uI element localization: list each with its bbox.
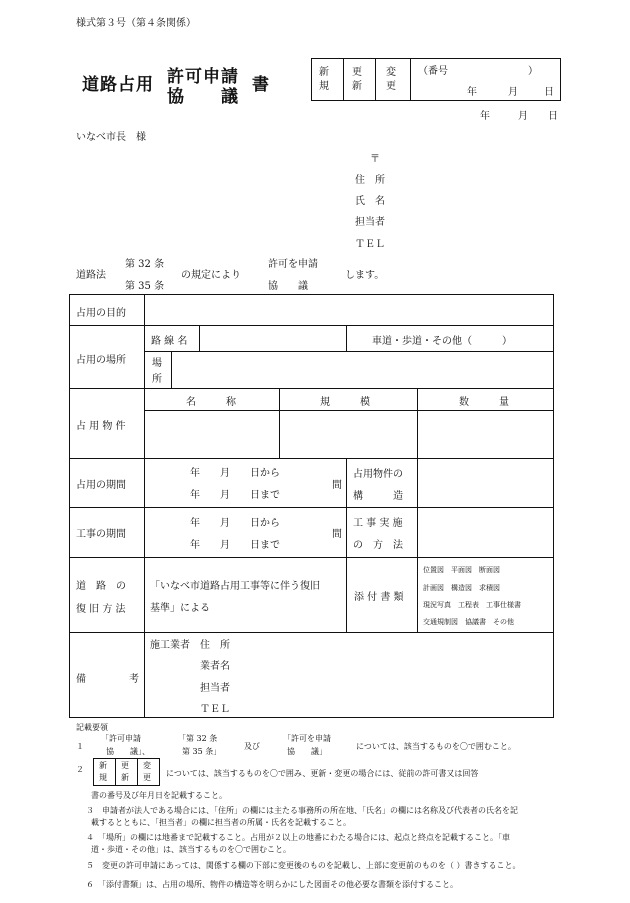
note1-b1: 「第 32 条 xyxy=(178,734,218,743)
attach-line-1[interactable]: 位置図 平面図 断面図 xyxy=(423,566,500,574)
note1-c1: 「許可を申請 xyxy=(283,734,331,743)
tel-label: ＴＥＬ xyxy=(355,239,385,250)
restore-text-1: 「いなべ市道路占用工事等に伴う復旧 xyxy=(150,581,320,592)
place-label: 占用の場所 xyxy=(76,355,126,366)
object-label: 占 用 物 件 xyxy=(76,421,126,432)
person-label: 担当者 xyxy=(355,217,385,228)
location-label: 場 所 xyxy=(152,358,162,385)
note2-renew: 更 新 xyxy=(121,761,129,782)
article-32: 第 32 条 xyxy=(125,259,165,270)
attach-label: 添 付 書 類 xyxy=(354,592,404,603)
work-to: 年 月 日まで xyxy=(190,540,280,551)
restore-label-1: 道 路 の xyxy=(76,581,126,592)
note2-text-1: については、該当するものを〇で囲み、更新・変更の場合には、従前の許可書又は回答 xyxy=(166,769,479,778)
contractor-tel: ＴＥＬ xyxy=(200,704,230,715)
note1-a2: 協 議」、 xyxy=(106,747,150,756)
col-scale: 規 模 xyxy=(320,397,370,408)
attach-line-3[interactable]: 現況写真 工程表 工事仕様書 xyxy=(423,601,521,609)
statement-lower: 協 議 xyxy=(268,281,308,292)
attach-line-4[interactable]: 交通規制図 協議書 その他 xyxy=(423,618,514,626)
title-main: 道路占用 xyxy=(82,75,154,95)
remarks-label-2: 考 xyxy=(129,674,139,685)
contractor-label: 施工業者 住 所 xyxy=(150,640,230,651)
inner-day: 日 xyxy=(544,87,554,98)
note3-line-1: ３ 申請者が法人である場合には、「住所」の欄には主たる事務所の所在地、「氏名」の欄には名称及び代表者の氏名を記 xyxy=(86,806,518,815)
contractor-person: 担当者 xyxy=(200,683,230,694)
structure-label-2: 構 造 xyxy=(353,491,403,502)
application-table xyxy=(69,294,554,718)
period-interval: 間 xyxy=(332,480,342,491)
postal-mark: 〒 xyxy=(370,154,380,165)
note1-a1: 「許可申請 xyxy=(101,734,141,743)
article-35: 第 35 条 xyxy=(125,281,165,292)
restore-label-2: 復 旧 方 法 xyxy=(76,604,126,615)
type-renew[interactable]: 更 新 xyxy=(352,67,362,92)
method-label-1: 工 事 実 施 xyxy=(353,518,403,529)
structure-label-1: 占用物件の xyxy=(353,469,403,480)
company-label: 業者名 xyxy=(200,661,230,672)
method-label-2: の 方 法 xyxy=(353,540,403,551)
note2-new: 新 規 xyxy=(99,761,107,782)
address-label: 住 所 xyxy=(355,175,385,186)
statement-end: します。 xyxy=(345,270,385,281)
type-new[interactable]: 新 規 xyxy=(319,67,329,92)
note4-line-1: ４ 「場所」の欄には地番まで記載すること。占用が２以上の地番にわたる場合には、起点と終点を記載すること。「車 xyxy=(86,833,510,842)
law-label: 道路法 xyxy=(76,270,106,281)
notes-heading: 記載要領 xyxy=(76,723,108,732)
work-label: 工事の期間 xyxy=(76,529,126,540)
route-label: 路 線 名 xyxy=(151,336,188,347)
note3-line-2: 載するとともに、「担当者」の欄に担当者の所属・氏名を記載すること。 xyxy=(91,818,351,827)
note2-num: ２ xyxy=(76,765,84,774)
number-label: （番号 xyxy=(418,66,448,77)
purpose-label: 占用の目的 xyxy=(76,308,126,319)
addressee: いなべ市長 様 xyxy=(76,132,146,143)
col-qty: 数 量 xyxy=(459,397,509,408)
restore-text-2: 基準」による xyxy=(150,603,210,614)
road-type[interactable]: 車道・歩道・その他（ ） xyxy=(372,336,512,347)
note2-change: 変 更 xyxy=(143,761,151,782)
period-from: 年 月 日から xyxy=(190,468,280,479)
title-upper: 許可申請 xyxy=(167,67,239,87)
note5: ５ 変更の許可申請にあっては、関係する欄の下部に変更後のものを記載し、上部に変更前のものを（ ）書きすること。 xyxy=(86,861,521,870)
date-year: 年 xyxy=(480,111,490,122)
provision-text: の規定により xyxy=(181,270,241,281)
period-to: 年 月 日まで xyxy=(190,490,280,501)
note6: ６ 「添付書類」は、占用の場所、物件の構造等を明らかにした図面その他必要な書類を添付すること。 xyxy=(86,880,458,889)
type-change[interactable]: 変 更 xyxy=(386,67,396,92)
date-month: 月 xyxy=(518,111,528,122)
title-lower: 協 議 xyxy=(167,87,239,107)
name-label: 氏 名 xyxy=(355,196,385,207)
statement-upper: 許可を申請 xyxy=(268,259,318,270)
note1-b2: 第 35 条」 xyxy=(182,747,222,756)
note1-c2: 協 議」 xyxy=(287,747,327,756)
title-suffix: 書 xyxy=(252,75,270,95)
note1-num: １ xyxy=(76,742,84,751)
attach-line-2[interactable]: 計画図 構造図 求積図 xyxy=(423,584,500,592)
remarks-label-1: 備 xyxy=(76,674,86,685)
inner-month: 月 xyxy=(508,87,518,98)
form-number: 様式第３号（第４条関係） xyxy=(76,18,196,29)
number-close: ） xyxy=(528,66,538,77)
note2-text-2: 書の番号及び年月日を記載すること。 xyxy=(91,791,227,800)
note4-line-2: 道・歩道・その他」は、該当するものを〇で囲むこと。 xyxy=(91,845,291,854)
date-day: 日 xyxy=(548,111,558,122)
note1-and: 及び xyxy=(244,742,260,751)
period-label: 占用の期間 xyxy=(76,480,126,491)
work-interval: 間 xyxy=(332,529,342,540)
inner-year: 年 xyxy=(467,87,477,98)
note1-text: については、該当するものを〇で囲むこと。 xyxy=(356,742,516,751)
work-from: 年 月 日から xyxy=(190,518,280,529)
col-name: 名 称 xyxy=(186,397,236,408)
